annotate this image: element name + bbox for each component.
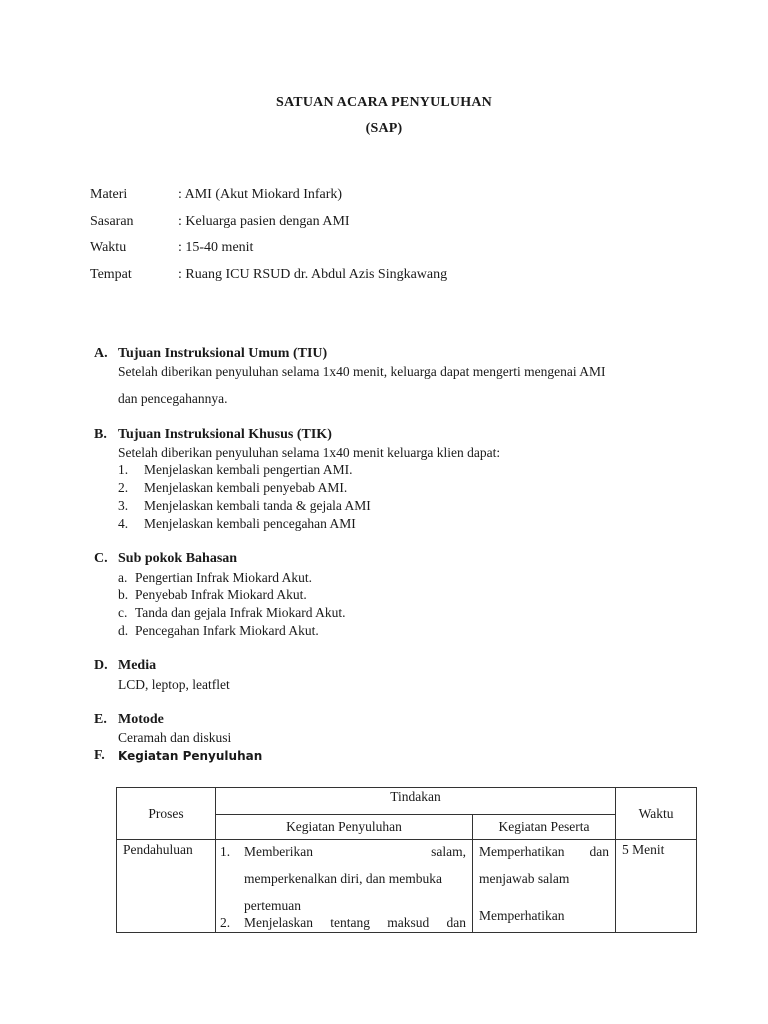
section-b-heading: Tujuan Instruksional Khusus (TIK) [118, 427, 332, 442]
info-label-materi: Materi [90, 187, 128, 202]
section-f-heading: Kegiatan Penyuluhan [118, 749, 263, 763]
text: dan [589, 844, 610, 859]
cell-waktu: 5 Menit [616, 840, 697, 933]
text: Memberikan [244, 844, 313, 859]
list-item-number: 1. [118, 462, 129, 477]
list-item: Tanda dan gejala Infrak Miokard Akut. [135, 605, 346, 620]
section-e-letter: E. [94, 712, 107, 727]
header-kegiatan-penyuluhan: Kegiatan Penyuluhan [216, 815, 473, 840]
text: Menjelaskan [244, 915, 313, 930]
info-value-waktu: : 15-40 menit [178, 240, 254, 255]
list-item: Menjelaskan kembali tanda & gejala AMI [144, 498, 371, 513]
text: Memperhatikan [479, 844, 565, 859]
section-d-heading: Media [118, 658, 157, 673]
cell-proses: Pendahuluan [117, 840, 216, 933]
list-item-number: 3. [118, 498, 129, 513]
section-f-letter: F. [94, 748, 105, 763]
text: memperkenalkan diri, dan membuka [244, 871, 442, 886]
cell-kegiatan-peserta [473, 840, 616, 933]
list-item: Menjelaskan kembali pencegahan AMI [144, 516, 356, 531]
list-item: Pencegahan Infark Miokard Akut. [135, 623, 319, 638]
list-item: Menjelaskan kembali pengertian AMI. [144, 462, 353, 477]
list-item-letter: a. [118, 570, 128, 585]
text: salam, [431, 844, 466, 859]
header-waktu: Waktu [616, 788, 697, 840]
section-c-letter: C. [94, 551, 108, 566]
section-a-text-line2: dan pencegahannya. [118, 391, 228, 406]
info-label-tempat: Tempat [90, 267, 132, 282]
header-kegiatan-peserta: Kegiatan Peserta [473, 815, 616, 840]
activity-table [116, 787, 697, 933]
section-a-text-line1: Setelah diberikan penyuluhan selama 1x40 menit, keluarga dapat mengerti mengenai AMI [118, 364, 606, 379]
info-label-sasaran: Sasaran [90, 214, 134, 229]
document-subtitle: (SAP) [365, 121, 403, 136]
text: tentang [330, 915, 370, 930]
section-e-heading: Motode [118, 712, 164, 727]
section-e-text: Ceramah dan diskusi [118, 730, 232, 745]
section-b-letter: B. [94, 427, 107, 442]
header-proses: Proses [117, 788, 216, 840]
item-number: 2. [220, 915, 231, 930]
list-item-letter: b. [118, 587, 129, 602]
info-value-tempat: : Ruang ICU RSUD dr. Abdul Azis Singkawang [178, 267, 448, 282]
header-tindakan: Tindakan [216, 788, 616, 815]
info-value-materi: : AMI (Akut Miokard Infark) [178, 187, 343, 202]
section-c-heading: Sub pokok Bahasan [118, 551, 238, 566]
text: maksud [387, 915, 430, 930]
list-item: Menjelaskan kembali penyebab AMI. [144, 480, 348, 495]
item-number: 1. [220, 844, 231, 859]
list-item-letter: d. [118, 623, 129, 638]
list-item: Pengertian Infrak Miokard Akut. [135, 570, 312, 585]
list-item-number: 2. [118, 480, 129, 495]
info-value-sasaran: : Keluarga pasien dengan AMI [178, 214, 350, 229]
text: menjawab salam [479, 871, 570, 886]
list-item: Penyebab Infrak Miokard Akut. [135, 587, 307, 602]
text: Memperhatikan [479, 908, 565, 923]
cell-kegiatan-penyuluhan [216, 840, 473, 933]
text: dan [446, 915, 466, 930]
info-label-waktu: Waktu [90, 240, 127, 255]
document-title: SATUAN ACARA PENYULUHAN [276, 95, 492, 110]
section-a-heading: Tujuan Instruksional Umum (TIU) [118, 346, 328, 361]
section-d-letter: D. [94, 658, 108, 673]
list-item-letter: c. [118, 605, 128, 620]
text: pertemuan [244, 898, 301, 913]
table-row [117, 840, 697, 933]
list-item-number: 4. [118, 516, 129, 531]
section-d-text: LCD, leptop, leatflet [118, 677, 230, 692]
section-a-letter: A. [94, 346, 108, 361]
section-b-intro: Setelah diberikan penyuluhan selama 1x40 menit keluarga klien dapat: [118, 445, 501, 460]
